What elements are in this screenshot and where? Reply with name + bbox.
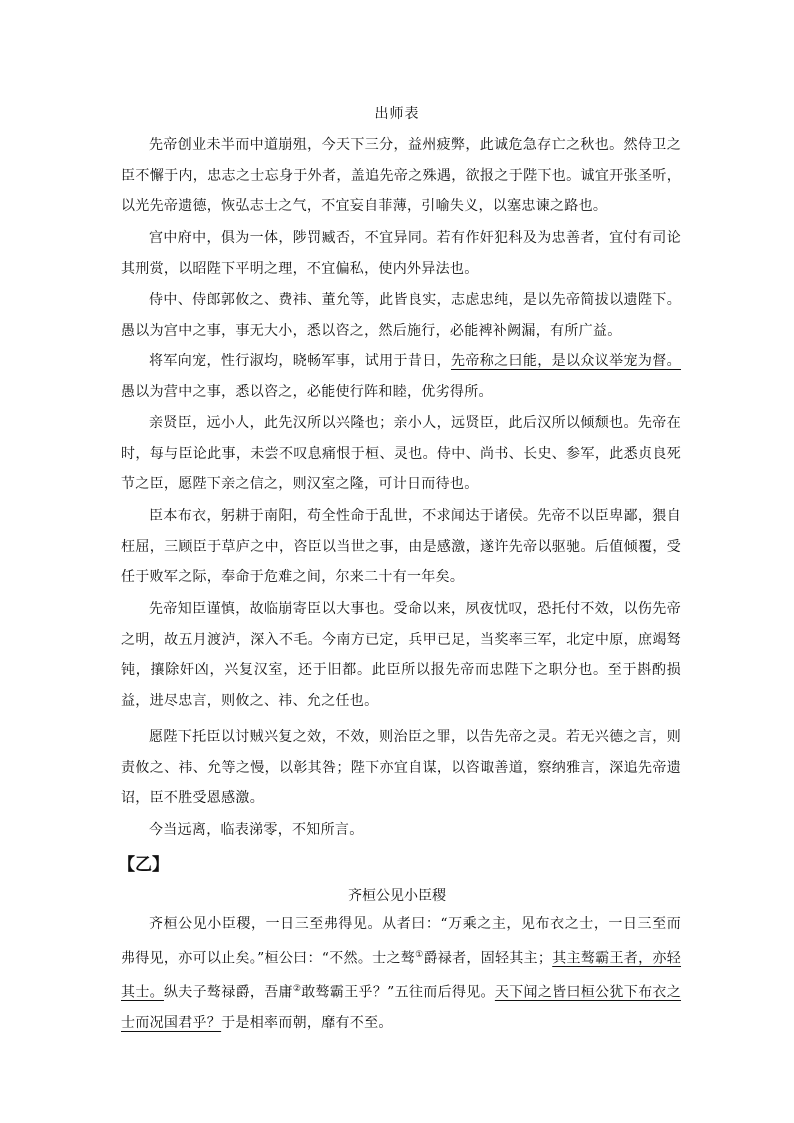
paragraph-9: 今当远离，临表涕零，不知所言。: [149, 822, 364, 838]
paragraph-1: 先帝创业未半而中道崩殂，今天下三分，益州疲弊，此诚危急存亡之秋也。然侍卫之臣不懈于内，忠志之士忘身于外者，盖追先帝之殊遇，欲报之于陛下也。诚宜开张圣听，以光先帝遗德，恢弘志士之气，不宜妄自菲薄，引喻失义，以塞忠谏之路也。: [121, 137, 681, 214]
paragraph-2: 宫中府中，俱为一体，陟罚臧否，不宜异同。若有作奸犯科及为忠善者，宜付有司论其刑赏，以昭陛下平明之理，不宜偏私，使内外异法也。: [121, 230, 681, 277]
passage-text-2: 爵禄者，固轻其主；: [423, 950, 553, 967]
passage-paragraph: [121, 909, 681, 1038]
footnote-mark-1: ①: [415, 949, 424, 960]
paragraph-7: 先帝知臣谨慎，故临崩寄臣以大事也。受命以来，夙夜忧叹，恐托付不效，以伤先帝之明，故五月渡泸，深入不毛。今南方已定，兵甲已足，当奖率三军，北定中原，庶竭驽钝，攘除奸凶，兴复汉室，还于旧都。此臣所以报先帝而忠陛下之职分也。至于斟酌损益，进尽忠言，则攸之、祎、允之任也。: [121, 601, 681, 709]
paragraph-4-text-b: 愚以为营中之事，悉以咨之，必能使行阵和睦，优劣得所。: [121, 383, 493, 400]
paragraph-5: 亲贤臣，远小人，此先汉所以兴隆也；亲小人，远贤臣，此后汉所以倾颓也。先帝在时，每与臣论此事，未尝不叹息痛恨于桓、灵也。侍中、尚书、长史、参军，此悉贞良死节之臣，愿陛下亲之信之，则汉室之隆，可计日而待也。: [121, 415, 681, 492]
section-marker: 【乙】: [118, 855, 169, 875]
passage-text-5: 于是相率而朝，靡有不至。: [221, 1014, 393, 1031]
page-title: 出师表: [374, 106, 420, 122]
underlined-sentence-3: 天下闻之皆曰桓公犹下布衣之士而况国君乎？: [121, 984, 682, 1031]
paragraph-4-text-a: 将军向宠，性行淑均，晓畅军事，试用于昔日，: [149, 353, 451, 369]
paragraph-4: [121, 346, 681, 407]
paragraph-8: 愿陛下托臣以讨贼兴复之效，不效，则治臣之罪，以告先帝之灵。若无兴德之言，则责攸之、祎、允等之慢，以彰其咎；陛下亦宜自谋，以咨诹善道，察纳雅言，深追先帝遗诏，臣不胜受恩感激。: [121, 729, 681, 806]
passage-text-3: 纵夫子骜禄爵，吾庸: [163, 984, 293, 1001]
underlined-sentence-2: 其主骜霸王者，亦轻其士。: [121, 950, 682, 1001]
section-title: 齐桓公见小臣稷: [348, 888, 446, 904]
paragraph-3: 侍中、侍郎郭攸之、费祎、董允等，此皆良实，志虑忠纯，是以先帝简拔以遗陛下。愚以为宫中之事，事无大小，悉以咨之，然后施行，必能裨补阙漏，有所广益。: [121, 292, 681, 339]
passage-text-1: 齐桓公见小臣稷，一日三至弗得见。从者曰：“万乘之主，见布衣之士，一日三至而弗得见，亦可以止矣。”桓公曰：“不然。士之骜: [121, 916, 681, 967]
passage-text-4: 敢骜霸王乎？”五往而后得见。: [301, 984, 495, 1001]
paragraph-6: 臣本布衣，躬耕于南阳，苟全性命于乱世，不求闻达于诸侯。先帝不以臣卑鄙，猥自枉屈，三顾臣于草庐之中，咨臣以当世之事，由是感激，遂许先帝以驱驰。后值倾覆，受任于败军之际，奉命于危难之间，尔来二十有一年矣。: [121, 508, 681, 585]
underlined-sentence-1: 先帝称之曰能，是以众议举宠为督。: [450, 353, 681, 369]
footnote-mark-2: ②: [292, 983, 302, 994]
